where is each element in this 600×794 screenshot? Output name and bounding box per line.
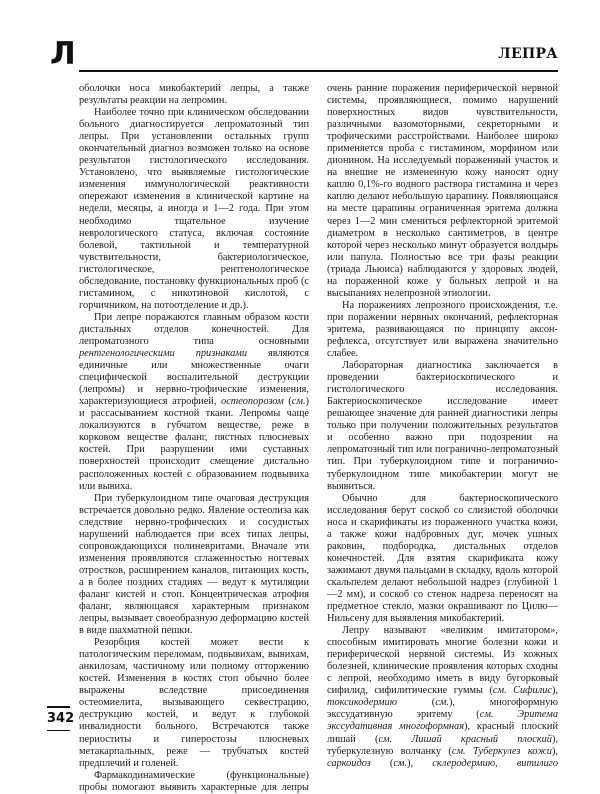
text-segment: ), [407,757,433,769]
italic-term: см. Эритема экссудативная многоформная [327,709,558,733]
text-segment: Лепру называют «великим имитатором», способным имитировать многие болезни кожи и периферической нервной системы. Из кожных болезней, клинические проявления которых сходны с лепрой, необходимо иметь в виду бугорковый сифилид, сифилитические гуммы ( [327,625,558,697]
text-segment: Обычно для бактериоскопического исследования берут соскоб со слизистой оболочки носа и скарификаты из пораженного участка кожи, а также кожи надбровных дуг, мочек ушных раковин, подбородка, дистальных отделов конечностей. Для взятия скарификата кожу зажимают двумя пальцами в складку, вдоль которой скальпелем делают небольшой надрез (глубиной 1—2 мм), и соскоб со стенок надреза переносят на предметное стекло, мазки окрашивают по Цилю—Нильсену для выявления микобактерий. [327,492,558,625]
paragraph [79,493,309,638]
text-segment: являются единичные или множественные очаги специфической воспалительной деструкции (лепромы) и нервно-трофические изменения, характеризующиеся атрофией, [79,348,309,408]
text-segment: ( [283,396,292,408]
italic-term: см. Туберкулез кожи [451,745,552,757]
section-letter: Л [50,36,76,72]
paragraph [79,312,309,493]
text-segment: ), многоформную экссудативную эритему ( [327,697,558,721]
italic-term: рентгенологическими признаками [79,348,248,360]
paragraph [327,83,558,300]
italic-term: остеопорозом [221,396,284,408]
text-segment: ), [551,745,559,757]
italic-term: см. Сифилис [492,685,552,697]
text-segment: При лепре поражаются главным образом кости дистальных отделов конечностей. Для лепроматозного типа основными [79,311,309,347]
italic-term: саркоидоз [327,757,371,769]
italic-term: см. [435,697,449,709]
text-segment: Наиболее точно при клиническом обследовании больного диагностируется лепроматозный тип лепры. При установлении остальных групп окончательный диагноз возможен только на основе результатов гистологического исследования. Установлено, что выявляемые гистологические изменения иммунологической реактивности опережают изменения в клинической картине на недели, месяцы, а иногда и 1—2 года. При этом необходимо тщательное изучение неврологического статуса, включая состояние болевой, тактильной и температурной чувствительности, бактериологическое, гистологическое, рентгенологическое обследование, постановку функциональных проб (с гистамином, с никотиновой кислотой, с горчичником, на потоотделение и др.). [79,107,309,311]
paragraph [327,493,558,626]
page-number: 342 [47,710,75,726]
text-segment: ( [397,697,436,709]
paragraph [327,300,558,360]
text-segment: , [495,757,517,769]
text-segment: ), туберкулезную волчанку ( [327,733,558,757]
italic-term: склеродермию [432,757,496,769]
text-segment: ), красный плоский лишай ( [327,721,558,745]
text-segment: ), [551,685,558,697]
text-segment: очень ранние поражения периферической нервной системы, проявляющиеся, помимо нарушений поверхностных видов чувствительности, различными вазомоторными, секреторными и трофическими расстройствами. Наиболее широко применяется проба с гистамином, морфином или дионином. На исследуемый пораженный участок и на внешне не измененную кожу наносят одну каплю 0,1%-го водного раствора гистамина и через каплю делают небольшую царапину. Появляющаяся на месте царапины ограниченная эритема должна через 1—2 мин смениться рефлекторной эритемой диаметром в несколько сантиметров, в центре которой через несколько минут образуется волдырь или папула. Полностью все три фазы реакции (триада Льюиса) наблюдаются у здоровых людей, на пораженной коже у больных лепрой и на высыпаниях нелепрозной этиологии. [327,83,558,299]
text-segment: ( [370,757,394,769]
paragraph [79,107,309,312]
text-column-left [79,83,309,794]
paragraph [327,625,558,770]
paragraph [79,637,309,770]
text-segment: Лабораторная диагностика заключается в проведении бактериоскопического и гистологического исследования. Бактериоскопическое исследование имеет решающее значение для ранней диагностики лепры только при получении положительных результатов и особенно важно при подозрении на лепроматозный тип или погранично-лепроматозный тип. При туберкулоидном типе и погранично-туберкулоидном типе микобактерии могут не выявиться. [327,360,558,492]
text-segment: При туберкулоидном типе очаговая деструкция встречается довольно редко. Явление остеолиза как следствие нервно-трофических и сосудистых нарушений наблюдается при всех типах лепры, сопровождающихся полиневритами. Вначале эти изменения проявляются сглаженностью ногтевых отростков, расширением каналов, питающих кость, а в более поздних стадиях — ведут к мутиляции фаланг кистей и стоп. Концентрическая атрофия фаланг, являющаяся характерным признаком лепры, вызывает своеобразную деформацию костей в виде шахматной пешки. [79,492,309,637]
italic-term: см. [393,757,408,769]
text-segment: ) и рассасыванием костной ткани. Лепромы чаще локализуются в губчатом веществе, реже в корковом веществе фаланг, пястных плюсневых костей. При разрушении ими суставных поверхностей происходит смещение дистально расположенных костей с образованием подвывиха или вывиха. [79,396,310,492]
text-column-right [327,83,558,770]
paragraph [327,360,558,493]
italic-term: см. Лишай красный плоский [378,733,552,745]
paragraph [79,770,309,794]
text-segment: Фармакодинамические (функциональные) пробы помогают выявить характерные для лепры [79,769,309,793]
text-segment: На поражениях лепрозного происхождения, т.е. при поражении нервных окончаний, рефлекторная эритема, развивающаяся по принципу аксон-рефлекса, отсутствует или выражена значительно слабее. [327,299,558,360]
running-title: ЛЕПРА [498,46,558,62]
header-rule [79,70,558,72]
page-number-rule-bottom [47,730,70,732]
paragraph [79,83,309,107]
page-number-block [47,706,75,731]
italic-term: токсикодермию [327,697,398,709]
text-segment: оболочки носа микобактерий лепры, а также результаты реакции на лепромин. [79,83,309,107]
text-segment: Резорбция костей может вести к патологическим переломам, подвывихам, вывихам, анкилозам, частичному или полному отторжению костей. Изменения в костях стоп обычно более выражены вследствие присоединения остеомиелита, вызывающего секвестрацию, деструкцию костей, и ведут к глубокой инвалидности больного. Встречаются также периоститы и гиперостозы плюсневых метакарпальных, реже — трубчатых костей предплечий и голеней. [79,637,309,769]
italic-term: см. [291,396,306,408]
italic-term: витилиго [516,757,559,769]
